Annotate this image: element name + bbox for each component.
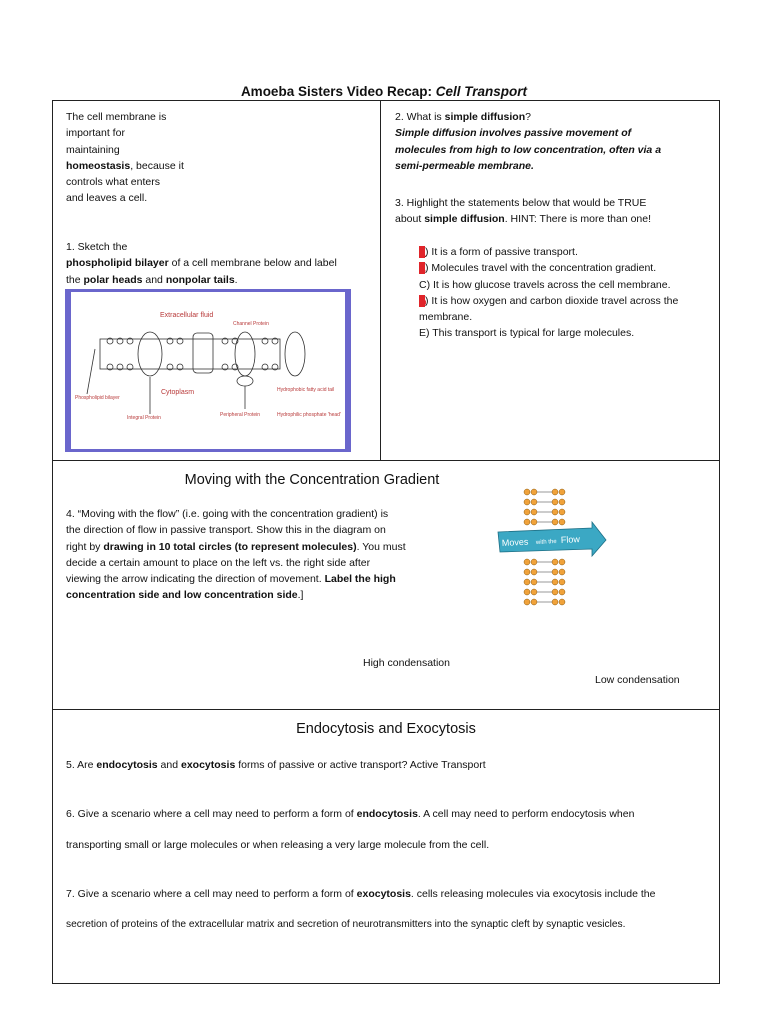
q6-answer-line-2: transporting small or large molecules or when releasing a very large molecule from the cell.: [66, 839, 490, 851]
q6-text: 6. Give a scenario where a cell may need to perform a form of endocytosis. A cell may need to perform endocytosis when: [66, 808, 635, 820]
label-phospholipid-bilayer: Phospholipid bilayer: [75, 395, 120, 401]
option-b[interactable]: B) Molecules travel with the concentration gradient.: [419, 262, 657, 277]
q2-answer-line-1: Simple diffusion involves passive movement of: [395, 127, 632, 140]
q3-prompt: 3. Highlight the statements below that would be TRUE about simple diffusion. HINT: There is more than one!: [395, 197, 652, 226]
label-peripheral-protein: Peripheral Protein: [220, 412, 261, 418]
option-d-continued: membrane.: [419, 311, 473, 324]
column-divider: [380, 100, 381, 461]
high-concentration-label: High condensation: [363, 657, 450, 669]
q2-answer-line-2: molecules from high to low concentration, often via a: [395, 143, 662, 156]
option-e[interactable]: E) This transport is typical for large molecules.: [419, 327, 635, 340]
arrow-text-moves: Moves: [501, 536, 529, 548]
highlight-mark: B: [419, 264, 427, 277]
highlight-mark: A: [419, 248, 427, 260]
flow-diagram: [494, 486, 610, 608]
section3-heading: Endocytosis and Exocytosis: [296, 721, 476, 737]
section2-heading: Moving with the Concentration Gradient: [184, 472, 440, 488]
option-c[interactable]: C) It is how glucose travels across the cell membrane.: [419, 278, 671, 291]
title-topic: Cell Transport: [435, 84, 528, 99]
q5-text: 5. Are endocytosis and exocytosis forms of passive or active transport? Active Transport: [66, 759, 486, 771]
label-hydrophilic-head: Hydrophilic phosphate 'head': [277, 412, 341, 418]
arrow-text-with-the: with the: [535, 538, 557, 546]
section-divider-2: [52, 709, 720, 710]
membrane-diagram-frame: [65, 289, 351, 452]
q1-prompt: 1. Sketch the phospholipid bilayer of a cell membrane below and label the polar heads and nonpolar tails.: [66, 241, 337, 286]
section-divider-1: [52, 460, 720, 461]
q4-prompt: 4. “Moving with the flow” (i.e. going with the concentration gradient) is the direction of flow in passive transport. Show this in the diagram on right by drawing in 10 total circles (to represent molecules). You must decide a certain amount to place on the left vs. the right side after viewing the arrow indicating the direction of movement. Label the high concentration side and low concentration side.]: [66, 508, 406, 602]
label-cytoplasm: Cytoplasm: [161, 389, 195, 396]
arrow-text-flow: Flow: [560, 534, 581, 545]
q3-options: [419, 244, 719, 342]
membrane-question: The cell membrane is important for maintaining homeostasis, because it controls what enters and leaves a cell.: [66, 111, 184, 205]
option-a[interactable]: A) It is a form of passive transport.: [419, 246, 578, 260]
option-d[interactable]: D) It is how oxygen and carbon dioxide travel across the: [419, 294, 679, 309]
q7-answer-line-2: secretion of proteins of the extracellular matrix and secretion of neurotransmitters into the synaptic cleft by synaptic vesicles.: [66, 919, 626, 930]
highlight-mark: D: [419, 296, 427, 309]
low-concentration-label: Low condensation: [595, 674, 680, 686]
label-integral-protein: Integral Protein: [127, 415, 161, 421]
q2-answer-line-3: semi-permeable membrane.: [395, 159, 534, 172]
membrane-diagram: [65, 289, 351, 452]
q7-text: 7. Give a scenario where a cell may need to perform a form of exocytosis. cells releasing molecules via exocytosis include the: [66, 888, 656, 900]
label-channel-protein: Channel Protein: [233, 321, 269, 327]
q2-block: 2. What is simple diffusion? Simple diffusion involves passive movement of molecules from high to low concentration, often via a semi-permeable membrane.: [395, 109, 715, 174]
page-title: Amoeba Sisters Video Recap: Cell Transport: [240, 84, 528, 99]
label-extracellular: Extracellular fluid: [160, 312, 214, 319]
label-hydrophobic-tail: Hydrophobic fatty acid tail: [277, 387, 335, 393]
